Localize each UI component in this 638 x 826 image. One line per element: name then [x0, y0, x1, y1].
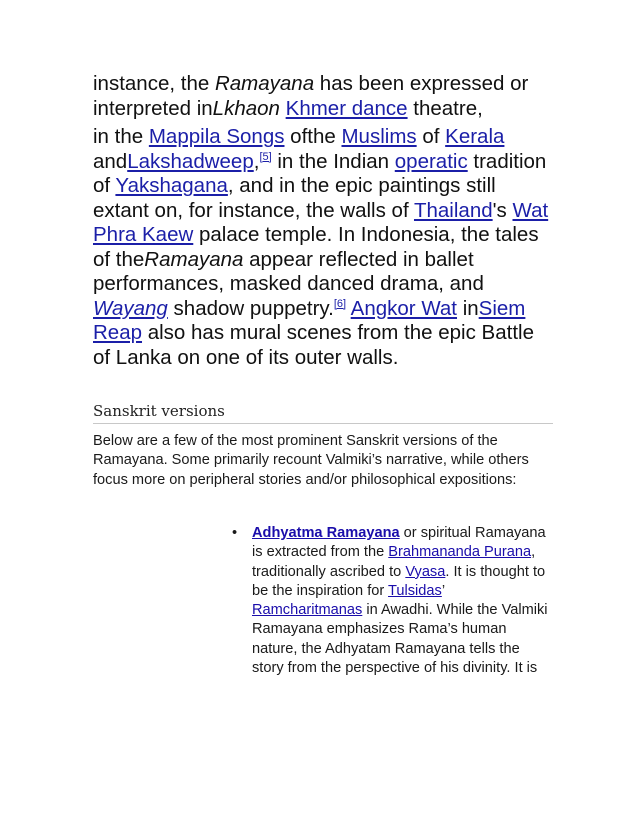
paragraph-1: instance, the Ramayana has been expressed or interpreted inLkhaon Khmer dance theatre,	[93, 72, 529, 120]
link-angkor-wat[interactable]: Angkor Wat	[350, 296, 458, 320]
link-mappila-songs[interactable]: Mappila Songs	[148, 125, 285, 148]
link-thailand[interactable]: Thailand	[413, 198, 493, 222]
link-wat-phra-kaew[interactable]: Wat Phra Kaew	[93, 198, 549, 246]
list-item: • Adhyatma Ramayana or spiritual Ramayana is extracted from the Brahmananda Purana, traditionally ascribed to Vyasa. It is thought to be the inspiration for Tulsidas’ Ramcharitmanas in Awadhi. While the Valmiki Ramayana emphasizes Rama’s human nature, the Adhyatam Ramayana tells the story from the perspective of his divinity. It is	[232, 525, 548, 677]
reference-5-link[interactable]: [5]	[259, 150, 272, 163]
link-tulsidas[interactable]: Tulsidas	[388, 582, 442, 599]
link-siem-reap[interactable]: Siem Reap	[93, 296, 526, 344]
link-brahmananda-purana[interactable]: Brahmananda Purana	[388, 544, 532, 561]
paragraph-2: in the Mappila Songs ofthe Muslims of Kerala andLakshadweep,[5] in the Indian operatic tradition of Yakshagana, and in the epic paintings still extant on, for instance, the walls of Thailand's Wat Phra Kaew palace temple. In Indonesia, the tales of theRamayana appear reflected in ballet performances, masked danced drama, and Wayang shadow puppetry.[6] Angkor Wat inSiem Reap also has mural scenes from the epic Battle of Lanka on one of its outer walls.	[93, 125, 549, 369]
link-muslims[interactable]: Muslims	[341, 125, 417, 148]
section-heading-sanskrit-versions: Sanskrit versions	[93, 402, 553, 424]
link-ramcharitmanas[interactable]: Ramcharitmanas	[252, 602, 363, 619]
link-adhyatma-ramayana[interactable]: Adhyatma Ramayana	[252, 525, 400, 541]
link-khmer-dance[interactable]: Khmer dance	[285, 96, 408, 120]
link-wayang[interactable]: Wayang	[93, 296, 168, 320]
bullet-icon: •	[232, 525, 238, 541]
link-lakshadweep[interactable]: Lakshadweep	[127, 149, 254, 173]
versions-list	[232, 524, 552, 678]
link-yakshagana[interactable]: Yakshagana	[115, 174, 228, 197]
reference-6-link[interactable]: [6]	[333, 297, 347, 310]
main-text	[93, 72, 553, 370]
link-operatic[interactable]: operatic	[394, 149, 468, 173]
link-kerala[interactable]: Kerala	[445, 125, 505, 148]
link-vyasa[interactable]: Vyasa	[405, 563, 446, 580]
section-intro: Below are a few of the most prominent Sanskrit versions of the Ramayana. Some primarily recount Valmiki’s narrative, while others focus more on peripheral stories and/or philosophical expositions:	[93, 433, 529, 488]
